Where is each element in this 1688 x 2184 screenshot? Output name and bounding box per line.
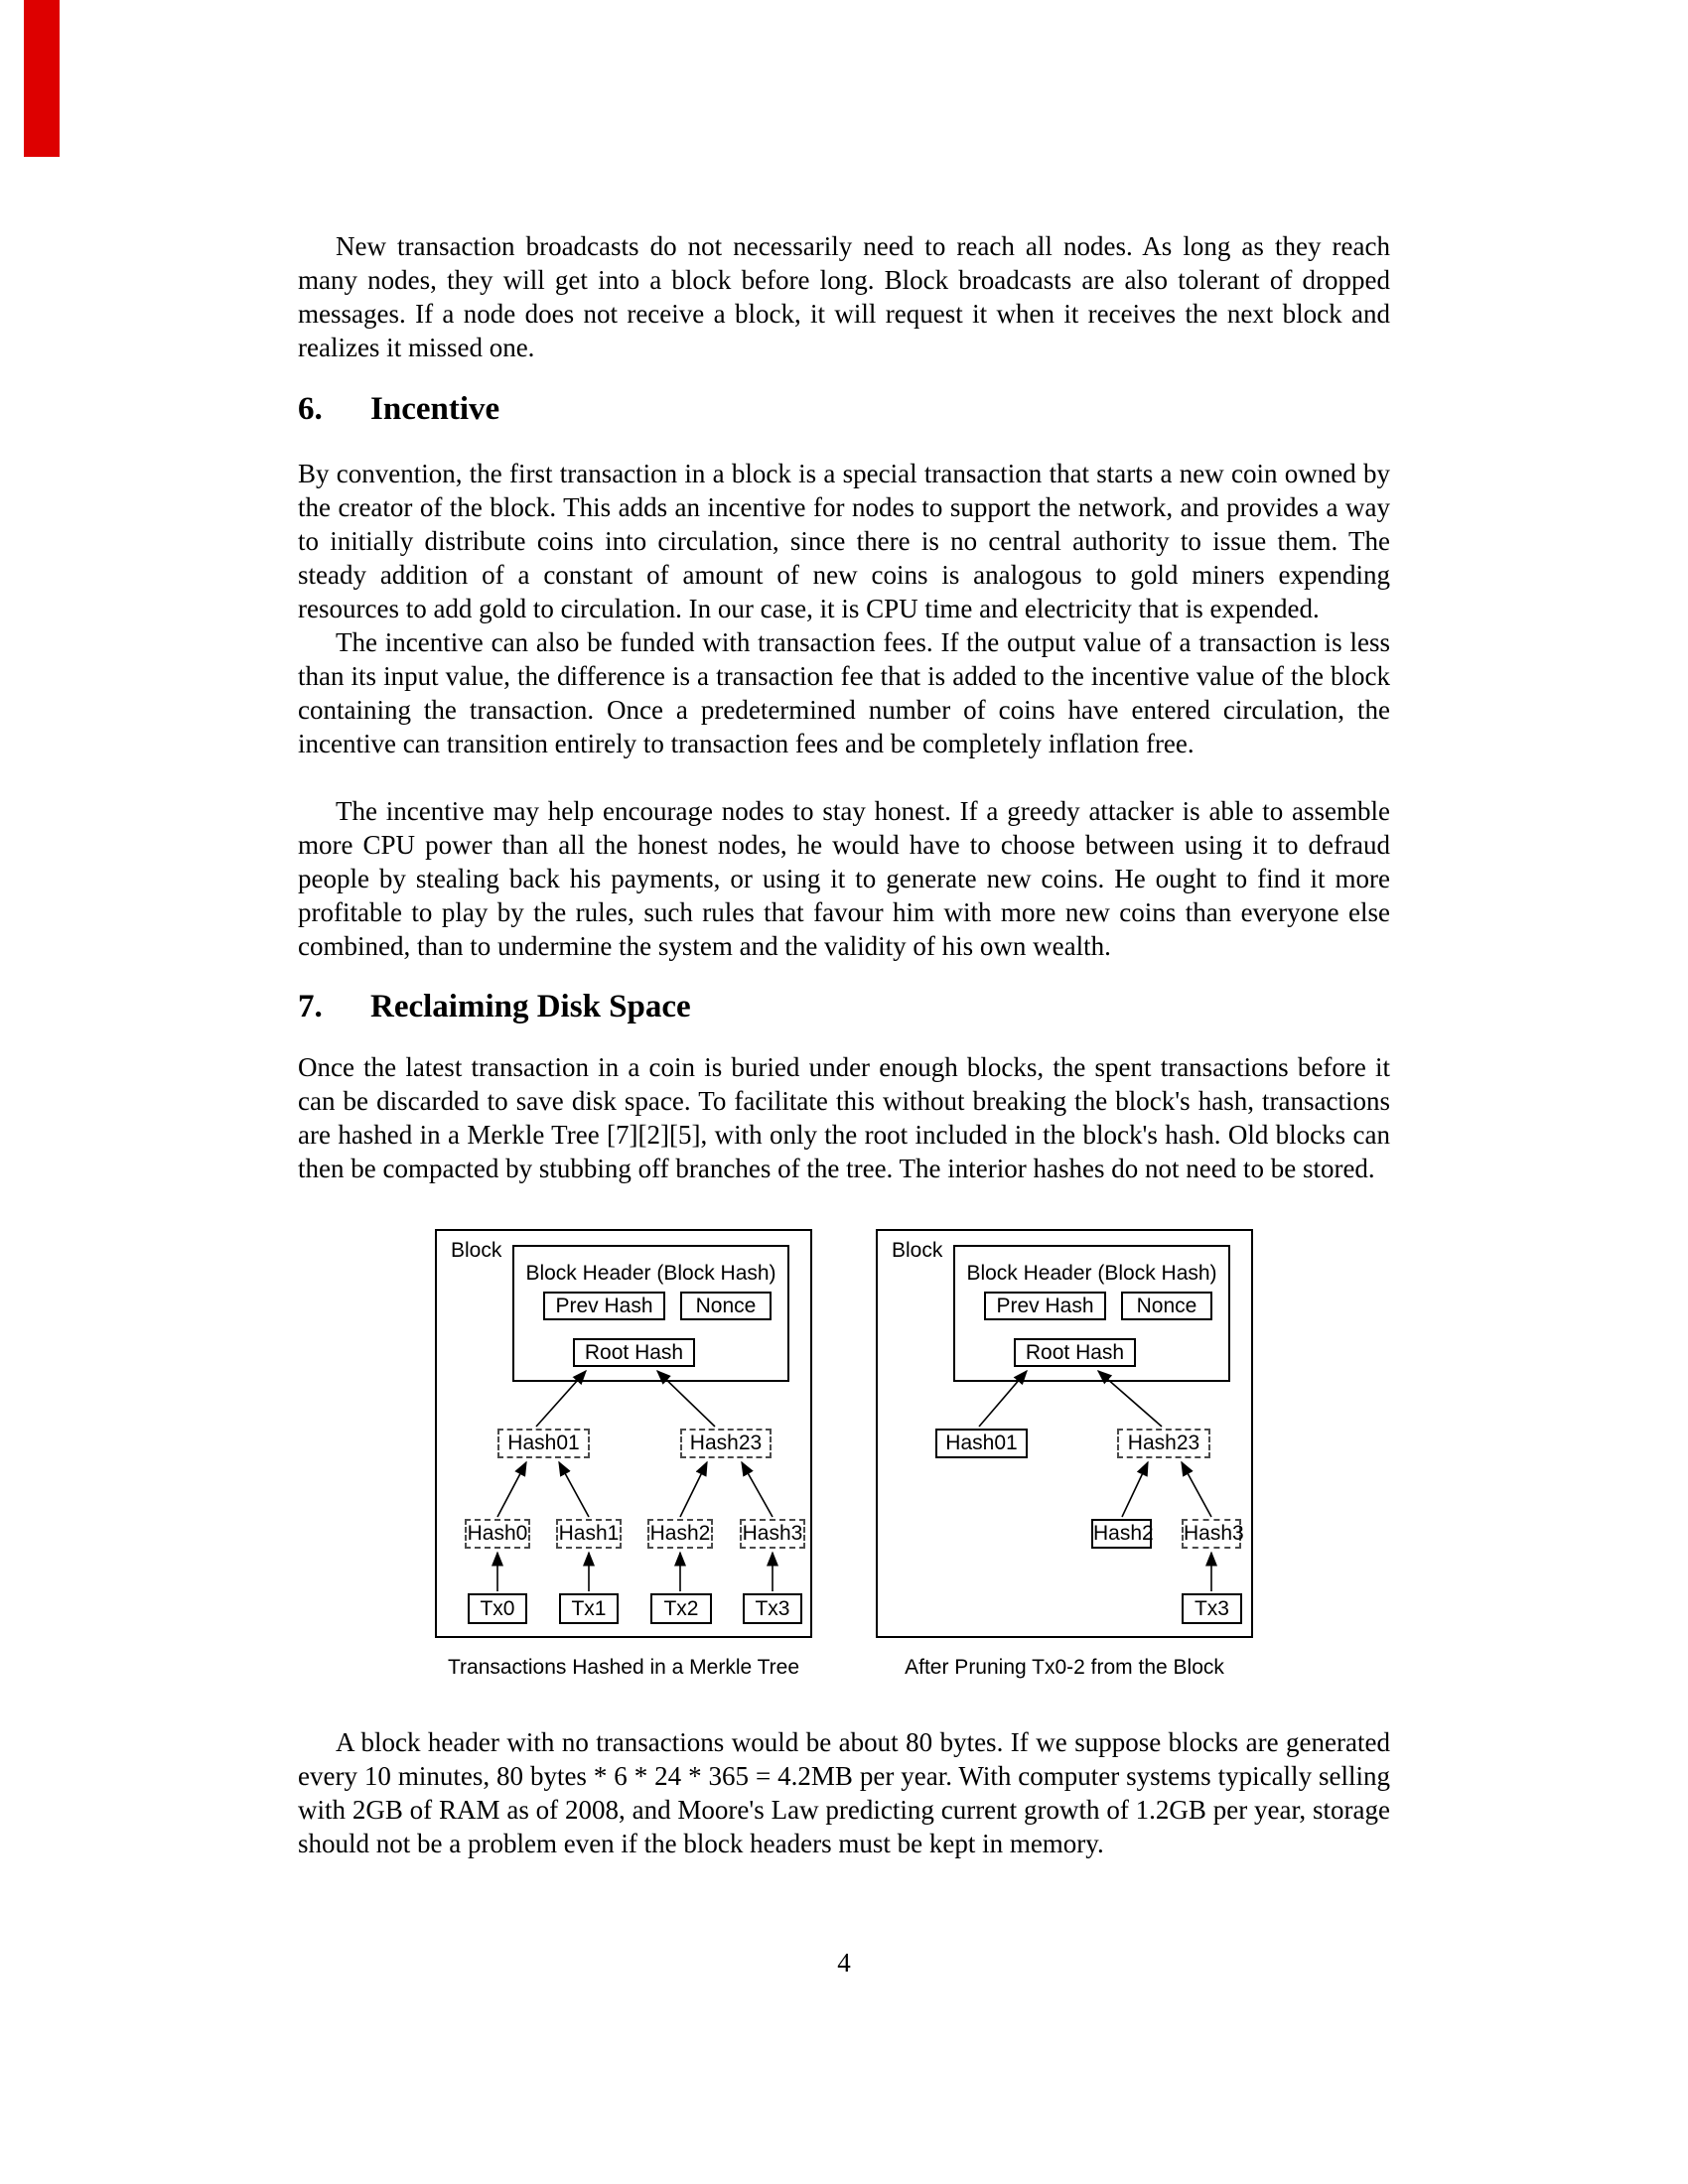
figure-merkle-tree xyxy=(435,1229,812,1638)
paragraph-stay-honest: The incentive may help encourage nodes to stay honest. If a greedy attacker is able to assemble more CPU power than all the honest nodes, he would have to choose between using it to defraud people by stealing back his payments, or using it to generate new coins. He ought to find it more profitable to play by the rules, such rules that favour him with more new coins than everyone else combined, than to undermine the system and the validity of his own wealth. xyxy=(298,796,1390,961)
red-edge-artifact xyxy=(24,0,60,157)
page-number: 4 xyxy=(837,1948,851,1978)
paragraph-block-header-size: A block header with no transactions would be about 80 bytes. If we suppose blocks are generated every 10 minutes, 80 bytes * 6 * 24 * 365 = 4.2MB per year. With computer systems typically selling with 2GB of RAM as of 2008, and Moore's Law predicting current growth of 1.2GB per year, storage should not be a problem even if the block headers must be kept in memory. xyxy=(298,1727,1390,1858)
node-hash2: Hash2 xyxy=(1091,1519,1152,1549)
section-number: 7. xyxy=(298,989,323,1024)
node-hash0: Hash0 xyxy=(465,1519,530,1549)
node-tx3: Tx3 xyxy=(743,1593,802,1624)
block-label: Block xyxy=(892,1239,943,1262)
node-tx0: Tx0 xyxy=(468,1593,527,1624)
node-root-hash: Root Hash xyxy=(1014,1338,1136,1367)
figure-caption-pruned: After Pruning Tx0-2 from the Block xyxy=(905,1656,1224,1679)
block-header-title: Block Header (Block Hash) xyxy=(525,1262,776,1285)
figure-caption-merkle: Transactions Hashed in a Merkle Tree xyxy=(447,1656,800,1679)
paragraph-convention: By convention, the first transaction in a block is a special transaction that starts a new coin owned by the creator of the block. This adds an incentive for nodes to support the network, and provides a way to initially distribute coins into circulation, since there is no central authority to issue them. The steady addition of a constant of amount of new coins is analogous to gold miners expending resources to add gold to circulation. In our case, it is CPU time and electricity that is expended. xyxy=(298,459,1390,623)
node-nonce: Nonce xyxy=(680,1292,772,1320)
node-hash2: Hash2 xyxy=(647,1519,713,1549)
node-nonce: Nonce xyxy=(1121,1292,1212,1320)
section-title: Incentive xyxy=(370,391,500,427)
node-hash1: Hash1 xyxy=(556,1519,622,1549)
node-hash23: Hash23 xyxy=(680,1429,772,1458)
node-hash3: Hash3 xyxy=(740,1519,805,1549)
section-title: Reclaiming Disk Space xyxy=(370,989,691,1024)
node-prev-hash: Prev Hash xyxy=(543,1292,665,1320)
node-hash01: Hash01 xyxy=(935,1429,1028,1458)
node-tx3: Tx3 xyxy=(1182,1593,1242,1624)
block-header-title: Block Header (Block Hash) xyxy=(966,1262,1217,1285)
paragraph-transaction-fees: The incentive can also be funded with transaction fees. If the output value of a transaction is less than its input value, the difference is a transaction fee that is added to the incentive value of the block containing the transaction. Once a predetermined number of coins have entered circulation, the incentive can transition entirely to transaction fees and be completely inflation free. xyxy=(298,627,1390,758)
paragraph-broadcasts: New transaction broadcasts do not necessarily need to reach all nodes. As long as they reach many nodes, they will get into a block before long. Block broadcasts are also tolerant of dropped messages. If a node does not receive a block, it will request it when it receives the next block and realizes it missed one. xyxy=(298,231,1390,362)
node-tx1: Tx1 xyxy=(559,1593,619,1624)
node-hash3: Hash3 xyxy=(1182,1519,1241,1549)
figure-pruned-block xyxy=(876,1229,1253,1638)
section-heading-reclaiming-disk-space xyxy=(298,989,1390,1024)
block-label: Block xyxy=(451,1239,502,1262)
node-root-hash: Root Hash xyxy=(573,1338,695,1367)
paragraph-merkle-tree: Once the latest transaction in a coin is buried under enough blocks, the spent transactions before it can be discarded to save disk space. To facilitate this without breaking the block's hash, transactions are hashed in a Merkle Tree [7][2][5], with only the root included in the block's hash. Old blocks can then be compacted by stubbing off branches of the tree. The interior hashes do not need to be stored. xyxy=(298,1052,1390,1183)
node-hash23: Hash23 xyxy=(1117,1429,1210,1458)
section-heading-incentive xyxy=(298,391,1390,427)
section-number: 6. xyxy=(298,391,323,427)
node-hash01: Hash01 xyxy=(497,1429,590,1458)
node-prev-hash: Prev Hash xyxy=(984,1292,1106,1320)
node-tx2: Tx2 xyxy=(650,1593,712,1624)
